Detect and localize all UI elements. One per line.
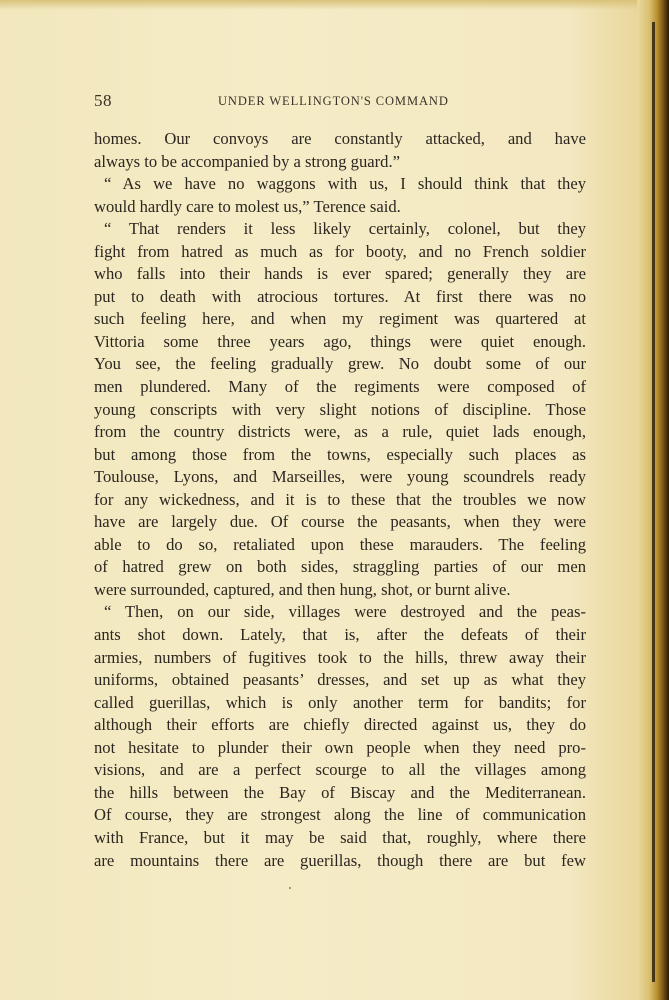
book-gutter bbox=[637, 0, 669, 1000]
text-line: but among those from the towns, especially such places as bbox=[94, 444, 586, 464]
text-line: such feeling here, and when my regiment was quartered at bbox=[94, 309, 586, 329]
gutter-shadow-line bbox=[652, 22, 655, 982]
text-line: although their efforts are chiefly directed against us, they do bbox=[94, 715, 586, 735]
page-number: 58 bbox=[94, 91, 112, 110]
text-line: Toulouse, Lyons, and Marseilles, were young scoundrels ready bbox=[94, 467, 586, 487]
text-line: “ That renders it less likely certainly, colonel, but they bbox=[104, 219, 586, 239]
text-line: of hatred grew on both sides, straggling parties of our men bbox=[94, 557, 586, 577]
paper-speck bbox=[289, 887, 291, 889]
text-line: would hardly care to molest us,” Terence said. bbox=[94, 196, 401, 216]
text-line: ants shot down. Lately, that is, after the defeats of their bbox=[94, 625, 586, 645]
text-line: were surrounded, captured, and then hung, shot, or burnt alive. bbox=[94, 579, 511, 599]
text-line: able to do so, retaliated upon these marauders. The feeling bbox=[94, 534, 586, 554]
text-line: who falls into their hands is ever spared; generally they are bbox=[94, 264, 586, 284]
text-line: Of course, they are strongest along the line of communication bbox=[94, 805, 586, 825]
text-line: fight from hatred as much as for booty, and no French soldier bbox=[94, 241, 586, 261]
text-line: men plundered. Many of the regiments were composed of bbox=[94, 377, 586, 397]
text-line: not hesitate to plunder their own people when they need pro- bbox=[94, 737, 586, 757]
text-line: have are largely due. Of course the peasants, when they were bbox=[94, 512, 586, 532]
text-line: “ As we have no waggons with us, I should think that they bbox=[104, 174, 586, 194]
text-line: “ Then, on our side, villages were destroyed and the peas- bbox=[104, 602, 586, 622]
text-line: from the country districts were, as a rule, quiet lads enough, bbox=[94, 422, 586, 442]
text-line: are mountains there are guerillas, though there are but few bbox=[94, 850, 586, 870]
text-line: You see, the feeling gradually grew. No doubt some of our bbox=[94, 354, 586, 374]
text-line: put to death with atrocious tortures. At first there was no bbox=[94, 286, 586, 306]
body-text bbox=[94, 128, 586, 872]
text-line: visions, and are a perfect scourge to all the villages among bbox=[94, 760, 586, 780]
running-title: UNDER WELLINGTON'S COMMAND bbox=[218, 94, 449, 108]
text-line: armies, numbers of fugitives took to the hills, threw away their bbox=[94, 647, 586, 667]
text-line: always to be accompanied by a strong guard.” bbox=[94, 151, 400, 171]
text-line: uniforms, obtained peasants’ dresses, and set up as what they bbox=[94, 670, 586, 690]
text-line: the hills between the Bay of Biscay and the Mediterranean. bbox=[94, 782, 586, 802]
text-line: called guerillas, which is only another term for bandits; for bbox=[94, 692, 586, 712]
text-line: with France, but it may be said that, roughly, where there bbox=[94, 827, 586, 847]
text-line: young conscripts with very slight notions of discipline. Those bbox=[94, 399, 586, 419]
text-line: for any wickedness, and it is to these that the troubles we now bbox=[94, 489, 586, 509]
page-top-shadow bbox=[0, 0, 669, 10]
page-header bbox=[94, 91, 586, 115]
text-line: homes. Our convoys are constantly attacked, and have bbox=[94, 129, 586, 148]
text-line: Vittoria some three years ago, things were quiet enough. bbox=[94, 331, 586, 351]
